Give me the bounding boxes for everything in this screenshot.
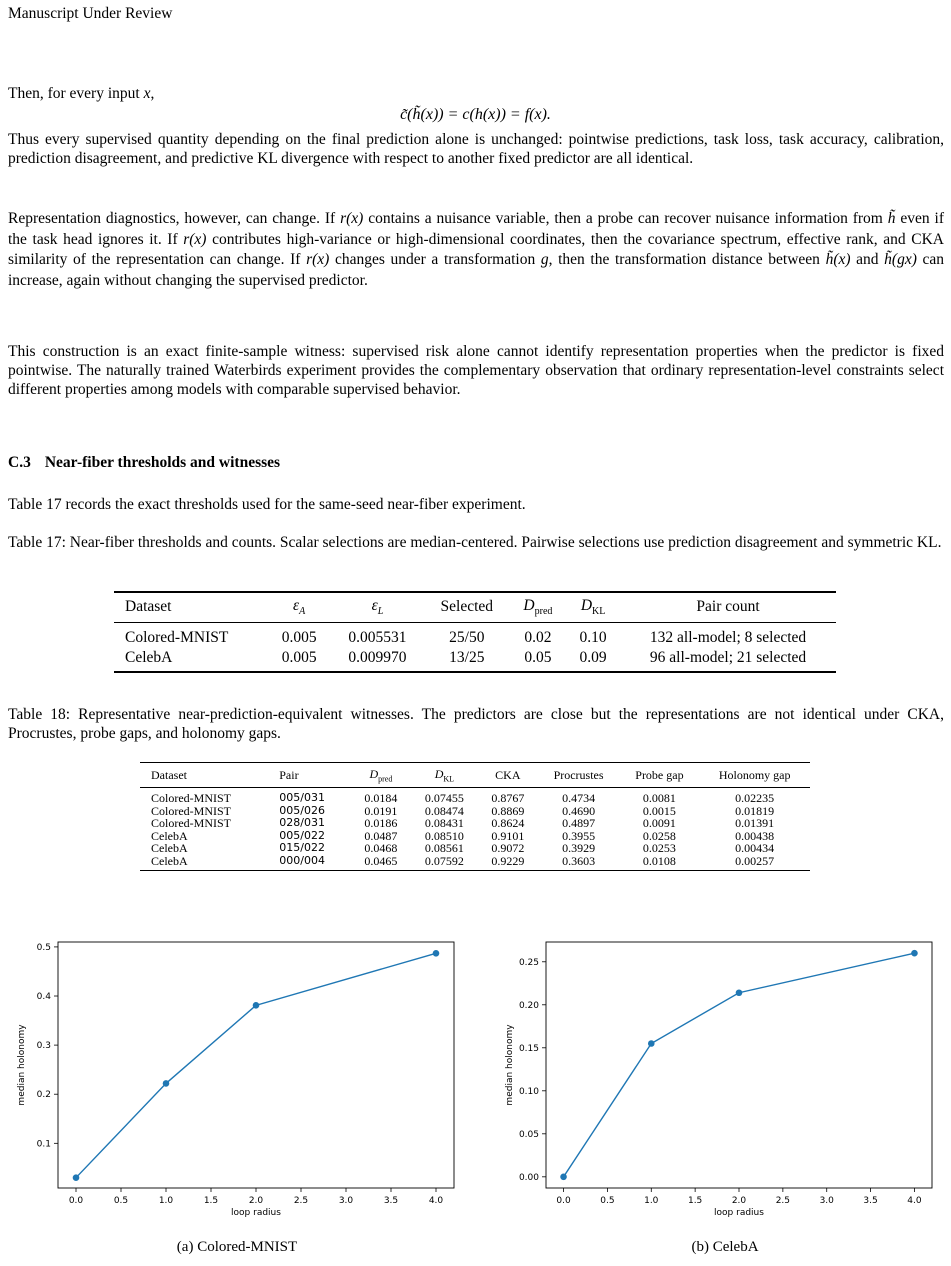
- repr-text: can increase, again without changing the supervised predictor.: [8, 251, 945, 289]
- cell: 0.9072: [491, 841, 525, 856]
- repr-text: Representation diagnostics, however, can change. If: [8, 210, 341, 227]
- repr-text: contributes high-variance or high-dimensional coordinates, then the covariance spectrum, effective rank, and CKA similarity of the representation can change. If: [8, 230, 944, 268]
- x-tick-label: 0.0: [556, 1196, 571, 1206]
- subfigure-caption-b: (b) CelebA: [691, 1239, 759, 1255]
- section-number: C.3: [8, 454, 31, 471]
- x-tick-label: 1.0: [644, 1196, 659, 1206]
- table-row: [114, 623, 836, 649]
- cell: 0.3603: [562, 853, 596, 868]
- x-tick-label: 2.0: [731, 1196, 747, 1206]
- cell: 0.08431: [424, 816, 464, 831]
- cell: 0.01391: [735, 816, 775, 831]
- cell: CelebA: [125, 649, 173, 667]
- equation-text: c̃(h̃(x)) = c(h(x)) = f(x).: [400, 106, 551, 123]
- math-r-x: r(x): [340, 210, 364, 227]
- table-17: [114, 591, 836, 673]
- x-tick-label: 3.0: [819, 1196, 834, 1206]
- cell: 0.8869: [491, 803, 525, 818]
- x-tick-label: 0.5: [113, 1196, 129, 1206]
- then-text: Then, for every input: [8, 85, 140, 102]
- x-tick-label: 2.5: [775, 1196, 791, 1206]
- cell: 0.8624: [491, 816, 525, 831]
- table-row: [140, 817, 810, 830]
- cell: 0.0081: [642, 791, 676, 806]
- cell: 132 all-model; 8 selected: [649, 629, 807, 647]
- cell: 0.005: [281, 649, 317, 667]
- cell: 0.01819: [735, 803, 775, 818]
- cell: 0.005531: [348, 629, 407, 647]
- cell: 0.08561: [424, 841, 464, 856]
- cell: 0.02235: [735, 791, 775, 806]
- cell: 0.8767: [491, 791, 525, 806]
- col-epsilon-l: $\varepsilon_L$: [331, 592, 424, 623]
- y-tick-label: 0.1: [36, 1139, 51, 1150]
- cell: 0.9101: [491, 828, 525, 843]
- paragraph-representation: [8, 209, 944, 291]
- table-body: [140, 788, 810, 871]
- cell: 005/031: [279, 791, 325, 805]
- y-tick-label: 0.20: [518, 1000, 539, 1011]
- cell: 0.0465: [364, 853, 398, 868]
- math-g: g: [540, 251, 549, 268]
- col-procrustes: Procrustes: [538, 763, 620, 788]
- plot-frame: [58, 942, 454, 1188]
- math-r-x: r(x): [183, 230, 207, 248]
- repr-text: even if the task head ignores it. If: [8, 210, 944, 248]
- cell: 13/25: [449, 649, 485, 667]
- table-18: [140, 762, 810, 871]
- plot-frame: [546, 942, 932, 1188]
- repr-text: and: [850, 251, 885, 268]
- math-h-tilde: h̃: [887, 210, 896, 227]
- cell: 0.0015: [642, 803, 676, 818]
- cell: 0.3955: [562, 828, 596, 843]
- cell: Colored-MNIST: [151, 816, 231, 831]
- x-tick-label: 0.0: [68, 1196, 84, 1206]
- cell: CelebA: [151, 841, 188, 856]
- cell: 0.05: [524, 649, 552, 667]
- x-tick-label: 1.0: [158, 1196, 174, 1206]
- paragraph-table17-intro: Table 17 records the exact thresholds used for the same-seed near-fiber experiment.: [8, 496, 526, 513]
- y-tick-label: 0.5: [36, 942, 51, 953]
- repr-text: , then the transformation distance between: [548, 251, 826, 268]
- cell: 0.3929: [562, 841, 596, 856]
- section-heading: [8, 454, 280, 472]
- repr-text: changes under a transformation: [329, 251, 541, 268]
- y-axis-label: median holonomy: [17, 1024, 27, 1106]
- cell: 96 all-model; 21 selected: [649, 649, 807, 667]
- cell: 0.005: [281, 629, 317, 647]
- col-epsilon-a: $\varepsilon_A$: [267, 592, 331, 623]
- cell: 028/031: [279, 816, 325, 830]
- x-tick-label: 2.0: [248, 1196, 264, 1206]
- cell: Colored-MNIST: [151, 803, 231, 818]
- y-tick-label: 0.05: [518, 1129, 539, 1140]
- y-tick-label: 0.10: [518, 1086, 539, 1097]
- table-row: [140, 830, 810, 843]
- cell: Colored-MNIST: [151, 791, 231, 806]
- cell: 005/026: [279, 803, 325, 817]
- math-h-tilde-x: h̃(x): [825, 251, 851, 268]
- y-axis-label: median holonomy: [505, 1024, 515, 1106]
- cell: 0.00438: [735, 828, 775, 843]
- col-pair: Pair: [268, 763, 351, 788]
- data-point: [163, 1080, 170, 1087]
- cell: 0.07455: [424, 791, 464, 806]
- x-tick-label: 4.0: [907, 1196, 922, 1206]
- cell: 0.02: [524, 629, 552, 647]
- y-tick-label: 0.15: [518, 1043, 539, 1054]
- x-tick-label: 1.5: [687, 1196, 703, 1206]
- running-header: Manuscript Under Review: [8, 5, 173, 22]
- x-tick-label: 3.5: [863, 1196, 878, 1206]
- figure-charts: [0, 930, 951, 1230]
- paragraph-witness: This construction is an exact finite-sample witness: supervised risk alone cannot identify representation properties when the predictor is fixed pointwise. The naturally trained Waterbirds experiment provides the complementary observation that ordinary representation-level constraints select different properties among models with comparable supervised behavior.: [8, 343, 944, 398]
- cell: 0.4734: [562, 791, 596, 806]
- math-h-tilde-gx: h̃(gx): [884, 251, 917, 268]
- chart-colored-mnist: [17, 942, 454, 1218]
- table17-caption: Table 17: Near-fiber thresholds and counts. Scalar selections are median-centered. Pairwise selections use prediction disagreement and symmetric KL.: [8, 534, 942, 551]
- x-tick-label: 3.5: [383, 1196, 399, 1206]
- y-tick-label: 0.3: [36, 1041, 51, 1052]
- data-point: [648, 1040, 655, 1047]
- y-tick-label: 0.4: [36, 992, 51, 1003]
- cell: 0.4690: [562, 803, 596, 818]
- x-tick-label: 1.5: [203, 1196, 219, 1206]
- data-point: [253, 1002, 260, 1009]
- paragraph-then: [8, 84, 944, 103]
- col-d-pred: $D_{pred}$: [510, 592, 566, 623]
- y-tick-label: 0.2: [36, 1090, 51, 1101]
- x-tick-label: 2.5: [293, 1196, 309, 1206]
- cell: 0.0091: [642, 816, 676, 831]
- cell: 000/004: [279, 853, 325, 867]
- cell: 25/50: [449, 629, 485, 647]
- col-d-pred: $D_{pred}$: [351, 763, 411, 788]
- paragraph-thus: Thus every supervised quantity depending on the final prediction alone is unchanged: pointwise predictions, task loss, task accuracy, calibration, prediction disagreement, and predictive KL divergence with respect to another fixed predictor are all identical.: [8, 131, 944, 167]
- math-x: x: [143, 85, 151, 102]
- cell: 0.0184: [364, 791, 398, 806]
- col-holonomy-gap: Holonomy gap: [699, 763, 810, 788]
- cell: 0.10: [579, 629, 607, 647]
- cell: 0.0253: [642, 841, 676, 856]
- cell: 005/022: [279, 828, 325, 842]
- cell: 0.0487: [364, 828, 398, 843]
- x-tick-label: 4.0: [428, 1196, 444, 1206]
- cell: Colored-MNIST: [125, 629, 229, 647]
- table-row: [140, 855, 810, 871]
- col-dataset: Dataset: [140, 763, 268, 788]
- data-point: [433, 950, 440, 957]
- col-d-kl: $D_{KL}$: [411, 763, 478, 788]
- cell: 0.0186: [364, 816, 398, 831]
- y-tick-label: 0.25: [518, 957, 539, 968]
- table-row: [140, 842, 810, 855]
- series-line: [564, 953, 915, 1177]
- col-probe-gap: Probe gap: [620, 763, 700, 788]
- table-row: [114, 648, 836, 672]
- cell: 0.09: [579, 649, 607, 667]
- cell: CelebA: [151, 828, 188, 843]
- data-point: [560, 1174, 567, 1181]
- cell: 0.0468: [364, 841, 398, 856]
- then-end: ,: [150, 85, 155, 102]
- cell: 0.00257: [735, 853, 775, 868]
- chart-celeba: [505, 942, 932, 1218]
- x-axis-label: loop radius: [231, 1208, 281, 1218]
- repr-text: contains a nuisance variable, then a probe can recover nuisance information from: [363, 210, 888, 227]
- col-pair-count: Pair count: [620, 592, 836, 623]
- data-point: [736, 989, 743, 996]
- math-r-x: r(x): [306, 251, 330, 268]
- col-selected: Selected: [424, 592, 510, 623]
- x-tick-label: 0.5: [600, 1196, 615, 1206]
- table-row: [140, 805, 810, 818]
- cell: 0.0108: [642, 853, 676, 868]
- table18-caption: Table 18: Representative near-prediction-equivalent witnesses. The predictors are close but the representations are not identical under CKA, Procrustes, probe gaps, and holonomy gaps.: [8, 706, 944, 742]
- cell: 0.009970: [348, 649, 407, 667]
- table-row: [140, 788, 810, 805]
- y-tick-label: 0.00: [518, 1172, 539, 1183]
- cell: 0.07592: [424, 853, 464, 868]
- table-header-row: [114, 592, 836, 623]
- cell: 0.08474: [424, 803, 464, 818]
- cell: 0.4897: [562, 816, 596, 831]
- table-header-row: [140, 763, 810, 788]
- x-tick-label: 3.0: [338, 1196, 354, 1206]
- section-title: Near-fiber thresholds and witnesses: [44, 454, 281, 471]
- cell: 0.00434: [735, 841, 775, 856]
- col-d-kl: $D_{KL}$: [566, 592, 620, 623]
- col-cka: CKA: [478, 763, 538, 788]
- subfigure-caption-a: (a) Colored-MNIST: [176, 1239, 298, 1255]
- col-dataset: Dataset: [114, 592, 267, 623]
- cell: CelebA: [151, 853, 188, 868]
- x-axis-label: loop radius: [714, 1208, 764, 1218]
- cell: 0.0258: [642, 828, 676, 843]
- series-line: [76, 953, 436, 1177]
- equation: [0, 106, 951, 124]
- cell: 0.08510: [424, 828, 464, 843]
- data-point: [73, 1174, 80, 1181]
- cell: 0.0191: [364, 803, 398, 818]
- cell: 0.9229: [491, 853, 525, 868]
- cell: 015/022: [279, 841, 325, 855]
- data-point: [911, 950, 918, 957]
